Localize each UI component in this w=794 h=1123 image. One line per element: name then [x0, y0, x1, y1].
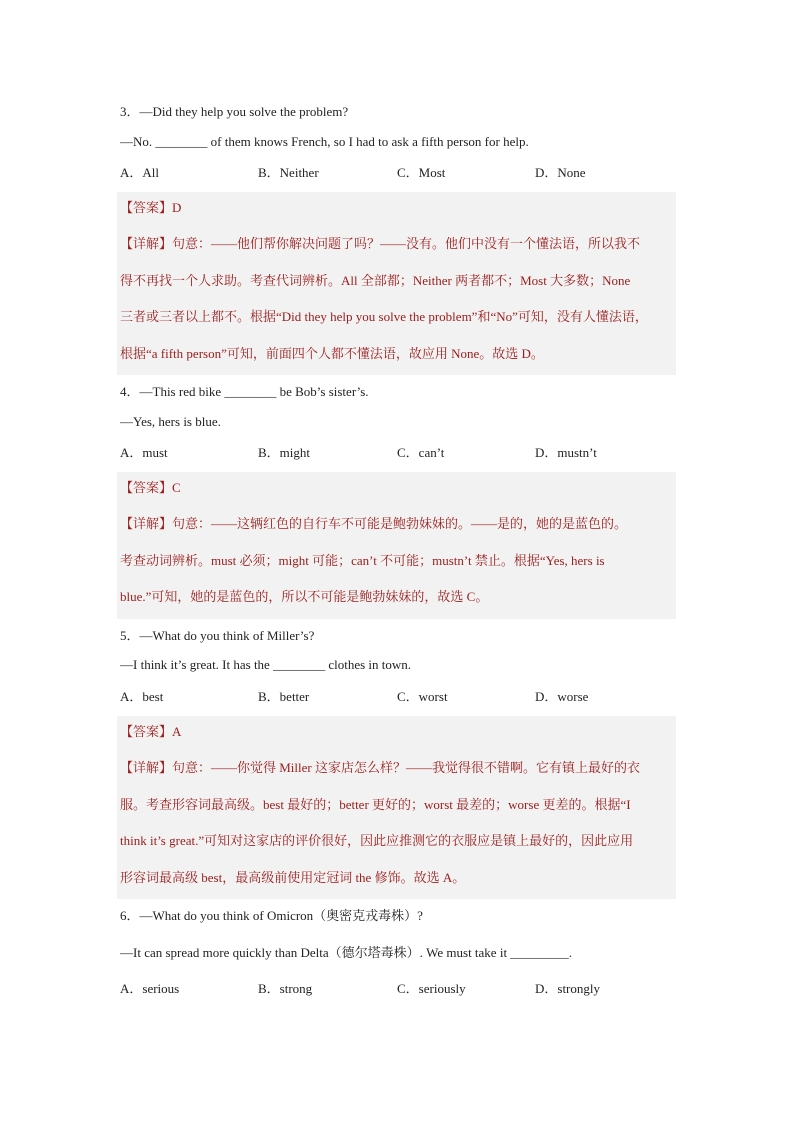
question-4-line-2: —Yes, hers is blue.	[120, 414, 221, 429]
explanation-line: 得不再找一个人求助。考查代词辨析。All 全部都；Neither 两者都不；Most 大多数；None	[120, 273, 631, 288]
question-5-line-2: —I think it’s great. It has the ________ clothes in town.	[120, 657, 412, 672]
option-c: C．can’t	[397, 445, 445, 460]
option-d: D．mustn’t	[535, 445, 597, 460]
option-a: A．All	[120, 165, 160, 180]
question-3-line-2: —No. ________ of them knows French, so I had to ask a fifth person for help.	[120, 134, 529, 149]
option-d: D．worse	[535, 689, 589, 704]
answer-3: 【答案】D	[120, 200, 182, 215]
option-c: C．worst	[397, 689, 448, 704]
explanation-line: think it’s great.”可知对这家店的评价很好，因此应推测它的衣服应是镇上最好的，因此应用	[120, 833, 634, 848]
option-b: B．might	[258, 445, 311, 460]
question-4-line-1: 4．—This red bike ________ be Bob’s sister’s.	[120, 384, 369, 399]
explanation-line: 形容词最高级 best，最高级前使用定冠词 the 修饰。故选 A。	[120, 870, 466, 885]
explanation-line: 根据“a fifth person”可知，前面四个人都不懂法语，故应用 None。故选 D。	[120, 346, 544, 361]
answer-5: 【答案】A	[120, 724, 182, 739]
question-5-line-1: 5．—What do you think of Miller’s?	[120, 628, 315, 643]
question-6-line-1: 6．—What do you think of Omicron（奥密克戎毒株）?	[120, 908, 423, 923]
explanation-line: 【详解】句意：——他们帮你解决问题了吗？——没有。他们中没有一个懂法语，所以我不	[120, 236, 641, 251]
option-c: C．seriously	[397, 981, 466, 996]
option-a: A．must	[120, 445, 168, 460]
question-6-line-2: —It can spread more quickly than Delta（德尔塔毒株）. We must take it _________.	[120, 945, 573, 960]
explanation-line: blue.”可知，她的是蓝色的，所以不可能是鲍勃妹妹的，故选 C。	[120, 589, 489, 604]
answer-box-4	[117, 472, 676, 619]
question-3-line-1: 3．—Did they help you solve the problem?	[120, 104, 349, 119]
answer-4: 【答案】C	[120, 480, 181, 495]
option-a: A．serious	[120, 981, 180, 996]
option-b: B．strong	[258, 981, 313, 996]
option-b: B．better	[258, 689, 310, 704]
explanation-line: 【详解】句意：——这辆红色的自行车不可能是鲍勃妹妹的。——是的，她的是蓝色的。	[120, 516, 628, 531]
answer-box-5	[117, 716, 676, 899]
explanation-line: 服。考查形容词最高级。best 最好的；better 更好的；worst 最差的；worse 更差的。根据“I	[120, 797, 631, 812]
option-d: D．strongly	[535, 981, 601, 996]
explanation-line: 考查动词辨析。must 必须；might 可能；can’t 不可能；mustn’t 禁止。根据“Yes, hers is	[120, 553, 605, 568]
option-b: B．Neither	[258, 165, 319, 180]
explanation-line: 三者或三者以上都不。根据“Did they help you solve the problem”和“No”可知，没有人懂法语，	[120, 309, 648, 324]
option-a: A．best	[120, 689, 164, 704]
option-c: C．Most	[397, 165, 446, 180]
answer-box-3	[117, 192, 676, 375]
explanation-line: 【详解】句意：——你觉得 Miller 这家店怎么样？——我觉得很不错啊。它有镇上最好的衣	[120, 760, 640, 775]
option-d: D．None	[535, 165, 586, 180]
